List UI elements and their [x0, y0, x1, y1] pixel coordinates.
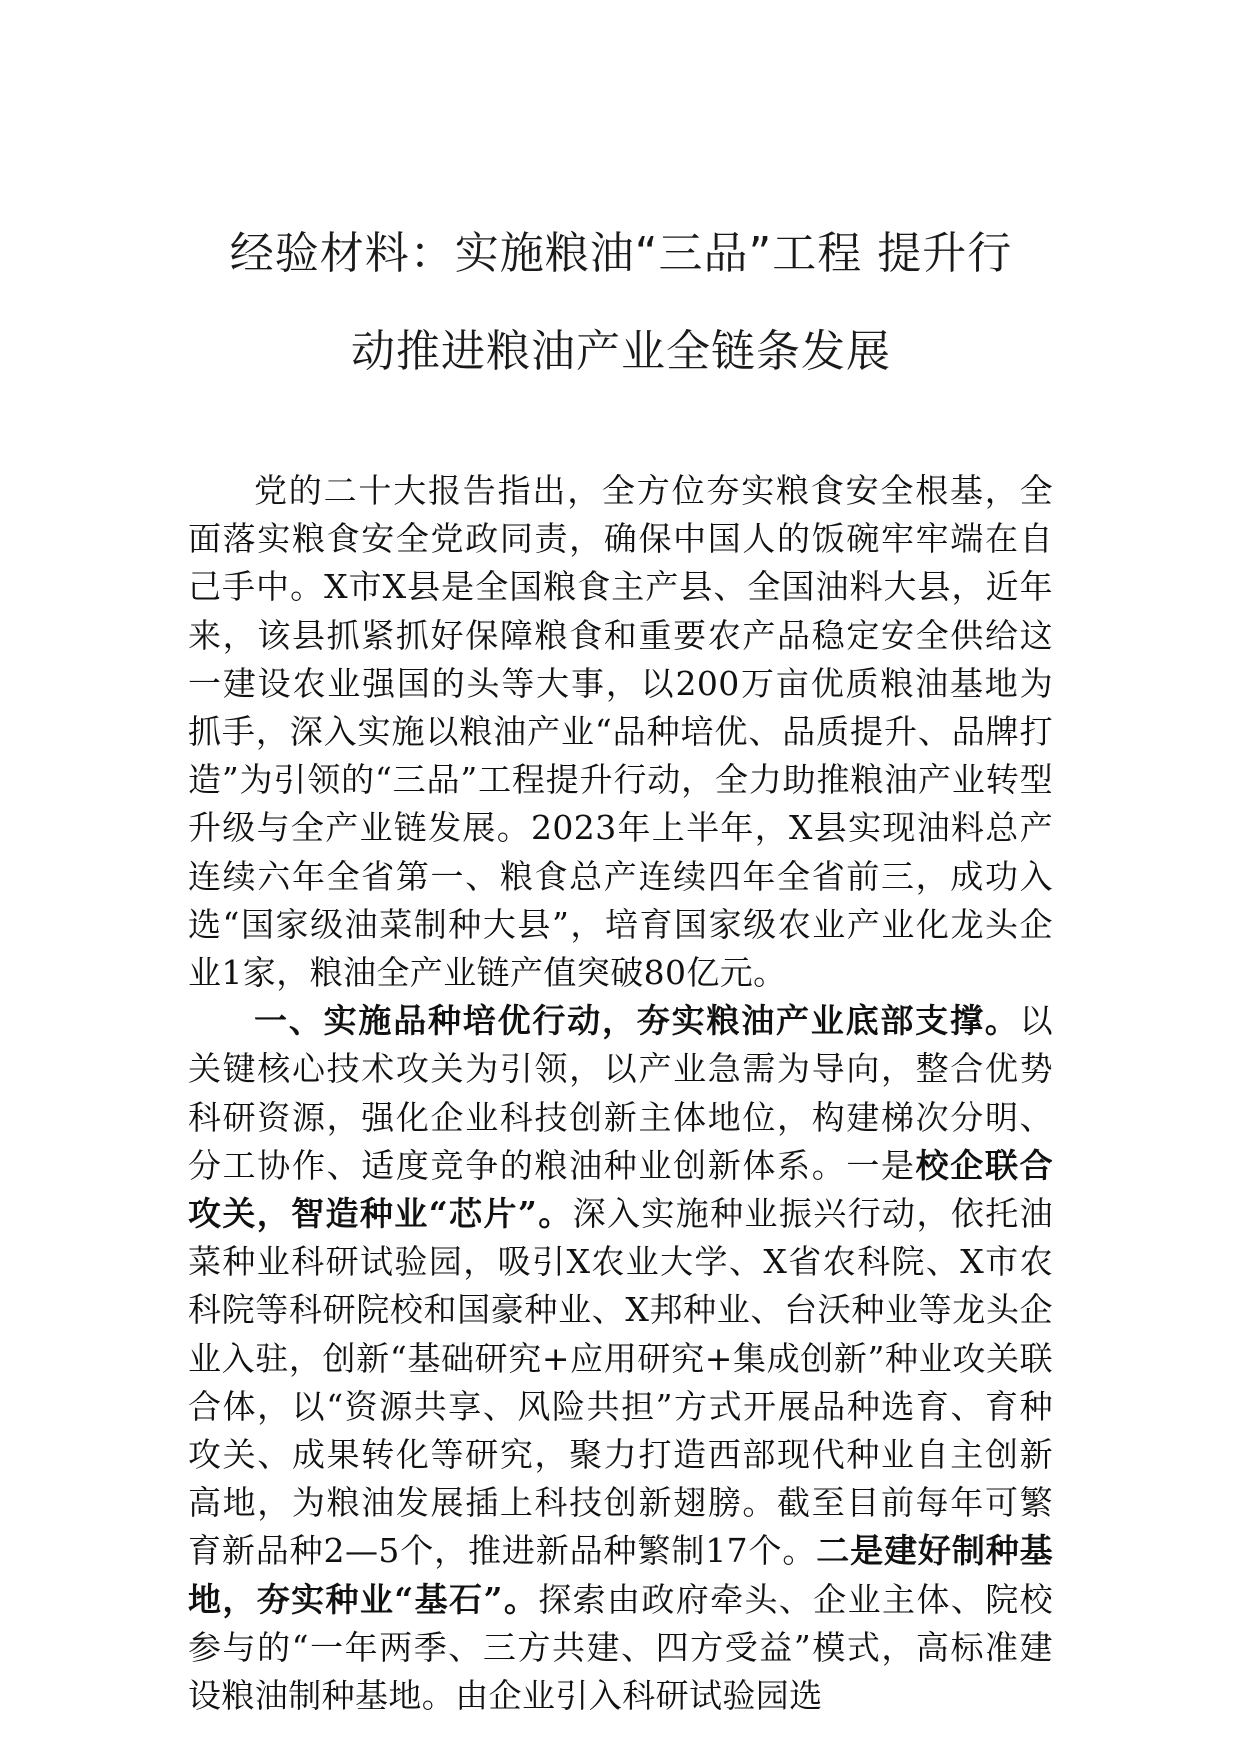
section-text-a: 以关键核心技术攻关为引领，以产业急需为导向，整合优势科研资源，强化企业科技创新主体地位，构建梯次分明、分工协作、适度竞争的粮油种业创新体系。一是	[188, 1001, 1053, 1185]
section-text-c: 探索由政府牵头、企业主体、院校参与的“一年两季、三方共建、四方受益”模式，高标准建设粮油制种基地。由企业引入科研试验园选	[188, 1579, 1053, 1716]
paragraph-intro	[188, 467, 1053, 997]
document-title	[176, 205, 1066, 401]
paragraph-intro-text: 党的二十大报告指出，全方位夯实粮食安全根基，全面落实粮食安全党政同责，确保中国人的饭碗牢牢端在自己手中。X市X县是全国粮食主产县、全国油料大县，近年来，该县抓紧抓好保障粮食和重要农产品稳定安全供给这一建设农业强国的头等大事，以200万亩优质粮油基地为抓手，深入实施以粮油产业“品种培优、品质提升、品牌打造”为引领的“三品”工程提升行动，全力助推粮油产业转型升级与全产业链发展。2023年上半年，X县实现油料总产连续六年全省第一、粮食总产连续四年全省前三，成功入选“国家级油菜制种大县”，培育国家级农业产业化龙头企业1家，粮油全产业链产值突破80亿元。	[188, 471, 1053, 993]
title-line-2: 动推进粮油产业全链条发展	[351, 326, 891, 377]
subheading-2: 二是建好制种基地，夯实种业“基石”。	[188, 1531, 1053, 1619]
title-line-1: 经验材料：实施粮油“三品”工程 提升行	[229, 228, 1013, 279]
paragraph-section-1	[188, 997, 1053, 1720]
section-heading: 一、实施品种培优行动，夯实粮油产业底部支撑。	[254, 1001, 1020, 1041]
document-page	[188, 205, 1053, 1720]
section-text-b: 深入实施种业振兴行动，依托油菜种业科研试验园，吸引X农业大学、X省农科院、X市农科院等科研院校和国豪种业、X邦种业、台沃种业等龙头企业入驻，创新“基础研究+应用研究+集成创新”种业攻关联合体，以“资源共享、风险共担”方式开展品种选育、育种攻关、成果转化等研究，聚力打造西部现代种业自主创新高地，为粮油发展插上科技创新翅膀。截至目前每年可繁育新品种2—5个，推进新品种繁制17个。	[188, 1194, 1053, 1571]
document-body	[188, 467, 1053, 1720]
subheading-1: 校企联合攻关，智造种业“芯片”。	[188, 1145, 1053, 1234]
